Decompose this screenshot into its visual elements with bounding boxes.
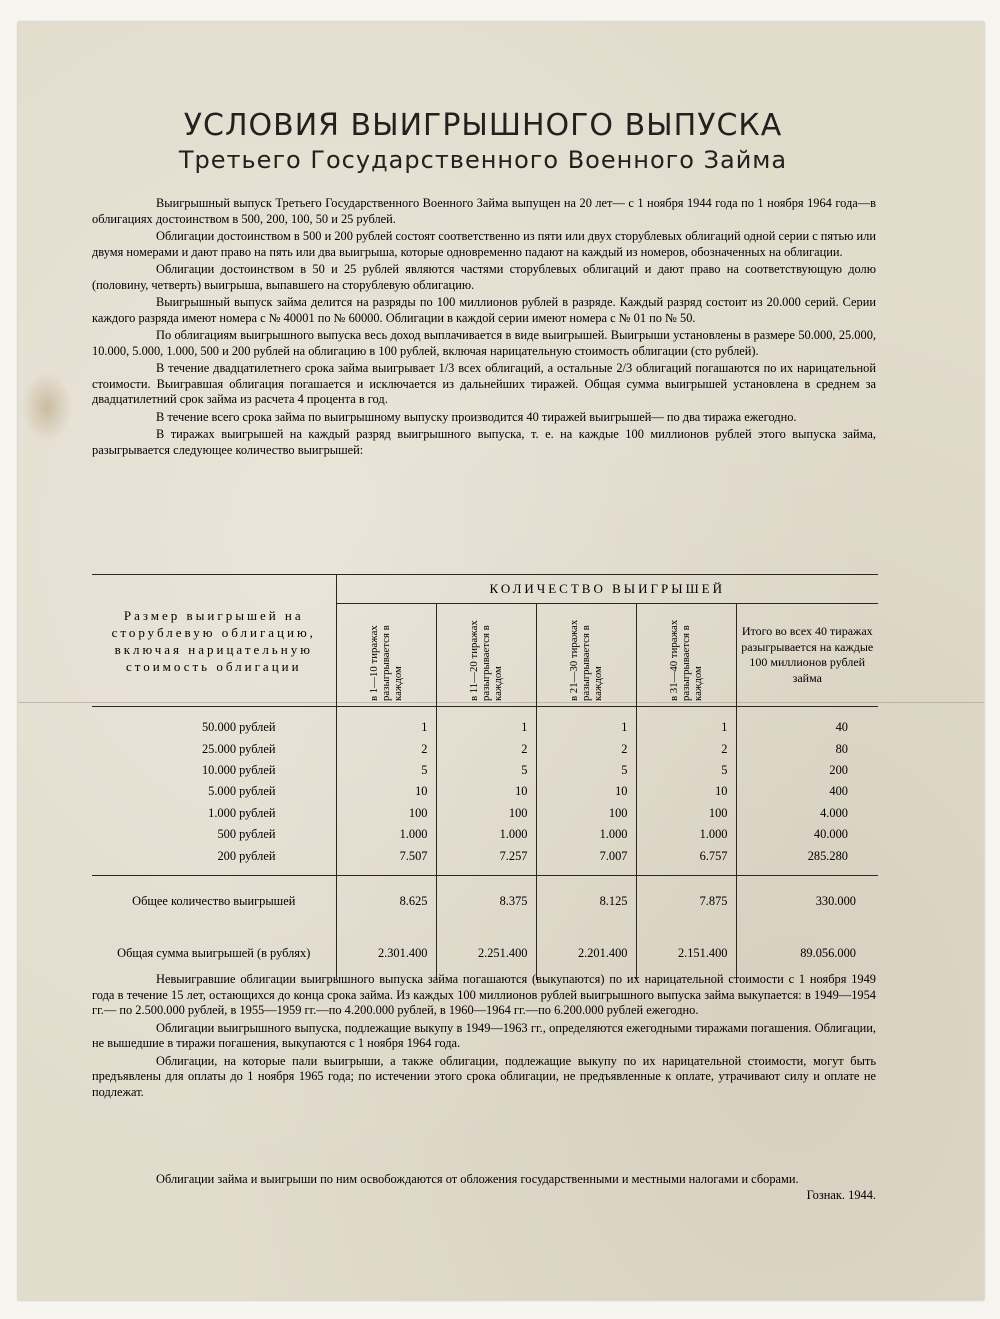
cell: 1: [636, 707, 736, 739]
printer-imprint: Гознак. 1944.: [806, 1188, 876, 1202]
paragraph: Облигации займа и выигрыши по ним освобождаются от обложения государственными и местными налогами и сборами.: [156, 1172, 799, 1186]
cell: 5: [636, 760, 736, 781]
prize-label: 25.000 рублей: [201, 741, 276, 756]
cell: 7.007: [536, 845, 636, 875]
cell: 6.757: [636, 845, 736, 875]
sum-label: Общая сумма выигрышей (в рублях): [117, 946, 311, 961]
cell: 7.507: [336, 845, 436, 875]
cell: 1.000: [636, 824, 736, 845]
cell: 5: [536, 760, 636, 781]
cell: 10: [336, 781, 436, 802]
total-cell: 89.056.000: [736, 928, 878, 980]
cell: 8.375: [436, 875, 536, 928]
cell: 2.301.400: [336, 928, 436, 980]
total-cell: 330.000: [736, 875, 878, 928]
total-cell: 40: [736, 707, 878, 739]
cell: 2: [336, 738, 436, 759]
paragraph: По облигациям выигрышного выпуска весь доход выплачивается в виде выигрышей. Выигрыши установлены в размере 50.000, 25.000, 10.000, 5.000, 1.000, 500 и 200 рублей на облигацию в 100 рублей, включая нарицательную стоимость облигации (сто рублей).: [92, 328, 876, 358]
cell: 5: [336, 760, 436, 781]
sum-label: Общее количество выигрышей: [132, 894, 296, 909]
cell: 1.000: [536, 824, 636, 845]
paragraph: Облигации, на которые пали выигрыши, а также облигации, подлежащие выкупу по их нарицательной стоимости, могут быть предъявлены для оплаты до 1 ноября 1965 года; по истечении этого срока облигации, не предъявленные к оплате, утрачивают силу и оплате не подлежат.: [92, 1053, 876, 1099]
total-cell: 285.280: [736, 845, 878, 875]
total-cell: 4.000: [736, 803, 878, 824]
paper-stain: [22, 372, 72, 442]
cell: 2: [636, 738, 736, 759]
cell: 1: [536, 707, 636, 739]
footer: [92, 1172, 876, 1202]
cell: 100: [336, 803, 436, 824]
cell: 100: [636, 803, 736, 824]
col-header: в 21—30 тиражах разыгрывается в каждом: [568, 619, 604, 701]
cell: 100: [436, 803, 536, 824]
col-header: в 31—40 тиражах разыгрывается в каждом: [668, 619, 704, 701]
cell: 10: [536, 781, 636, 802]
prize-label: 1.000 рублей: [208, 805, 276, 820]
paragraph: Облигации достоинством в 50 и 25 рублей являются частями сторублевых облигаций и дают право на соответствующую долю (половину, четверть) выигрыша, выпавшего на сторублевую облигацию.: [92, 262, 876, 292]
paragraph: Выигрышный выпуск займа делится на разряды по 100 миллионов рублей в разряде. Каждый разряд состоит из 20.000 серий. Серии каждого разряда имеют номера с № 40001 по № 60000. Облигации в каждой серии имеют номера с № 01 по № 50.: [92, 295, 876, 325]
total-header: Итого во всех 40 тиражах разыгрывается на каждые 100 миллионов рублей займа: [736, 604, 878, 707]
total-cell: 200: [736, 760, 878, 781]
table-row: [92, 760, 878, 781]
cell: 1.000: [436, 824, 536, 845]
prize-label: 5.000 рублей: [208, 784, 276, 799]
paragraph: Облигации достоинством в 500 и 200 рублей состоят соответственно из пяти или двух сторублевых облигаций одной серии с пятью или двумя номерами и дают право на пять или два выигрыша, которые одновременно падают на каждый из номеров, обозначенных на облигации.: [92, 229, 876, 259]
prize-label: 500 рублей: [217, 827, 276, 842]
total-cell: 400: [736, 781, 878, 802]
sum-row: [92, 875, 878, 928]
document-subtitle: Третьего Государственного Военного Займа: [178, 146, 788, 174]
document-title: УСЛОВИЯ ВЫИГРЫШНОГО ВЫПУСКА: [183, 108, 783, 143]
cell: 1.000: [336, 824, 436, 845]
cell: 2.151.400: [636, 928, 736, 980]
table-row: [92, 738, 878, 759]
table-row: [92, 781, 878, 802]
table-row: [92, 803, 878, 824]
cell: 100: [536, 803, 636, 824]
paragraph: В течение двадцатилетнего срока займа выигрывает 1/3 всех облигаций, а остальные 2/3 облигаций погашаются по их нарицательной стоимости. Выигравшая облигация погашается и исключается из дальнейших тиражей. Общая сумма выигрышей установлена в среднем за двадцатилетний срок займа из расчета 4 процента в год.: [92, 361, 876, 406]
cell: 2.201.400: [536, 928, 636, 980]
table-row: [92, 707, 878, 739]
prize-label: 50.000 рублей: [201, 720, 276, 735]
cell: 2: [436, 738, 536, 759]
cell: 7.875: [636, 875, 736, 928]
col-header: в 11—20 тиражах разыгрывается в каждом: [468, 620, 504, 701]
paragraph: В течение всего срока займа по выигрышному выпуску производится 40 тиражей выигрышей— по два тиража ежегодно.: [156, 409, 797, 424]
group-header: КОЛИЧЕСТВО ВЫИГРЫШЕЙ: [336, 575, 878, 604]
cell: 8.625: [336, 875, 436, 928]
total-cell: 80: [736, 738, 878, 759]
col-header: в 1—10 тиражах разыгрывается в каждом: [368, 625, 404, 701]
paragraph: Выигрышный выпуск Третьего Государственного Военного Займа выпущен на 20 лет— с 1 ноября 1944 года по 1 ноября 1964 года—в облигациях достоинством в 500, 200, 100, 50 и 25 рублей.: [92, 196, 876, 226]
paragraph: Облигации выигрышного выпуска, подлежащие выкупу в 1949—1963 гг., определяются ежегодными тиражами погашения. Облигации, не вышедшие в тиражи погашения, выкупаются с 1 ноября 1964 года.: [92, 1020, 876, 1050]
prize-label: 10.000 рублей: [201, 762, 276, 777]
cell: 2: [536, 738, 636, 759]
cell: 1: [436, 707, 536, 739]
row-header: Размер выигрышей на сторублевую облигацию, включая нарицательную стоимость облигации: [92, 575, 336, 707]
closing-text: [92, 972, 876, 1100]
cell: 8.125: [536, 875, 636, 928]
intro-text: [92, 196, 876, 458]
table-row: [92, 845, 878, 875]
table-row: [92, 824, 878, 845]
prize-label: 200 рублей: [92, 845, 336, 875]
cell: 10: [636, 781, 736, 802]
cell: 5: [436, 760, 536, 781]
prize-table: [92, 574, 878, 980]
cell: 2.251.400: [436, 928, 536, 980]
cell: 10: [436, 781, 536, 802]
cell: 7.257: [436, 845, 536, 875]
paragraph: В тиражах выигрышей на каждый разряд выигрышного выпуска, т. е. на каждые 100 миллионов рублей этого выпуска займа, разыгрывается следующее количество выигрышей:: [92, 427, 876, 457]
cell: 1: [336, 707, 436, 739]
paragraph: Невыигравшие облигации выигрышного выпуска займа погашаются (выкупаются) по их нарицательной стоимости с 1 ноября 1949 года в течение 15 лет, остающихся до конца срока займа. Из каждых 100 миллионов рублей выигрышного выпуска займа выкупается: в 1949—1954 гг.— по 2.500.000 рублей, в 1955—1959 гг.—по 4.200.000 рублей, в 1960—1964 гг.—по 6.200.000 рублей ежегодно.: [92, 972, 876, 1017]
total-cell: 40.000: [736, 824, 878, 845]
